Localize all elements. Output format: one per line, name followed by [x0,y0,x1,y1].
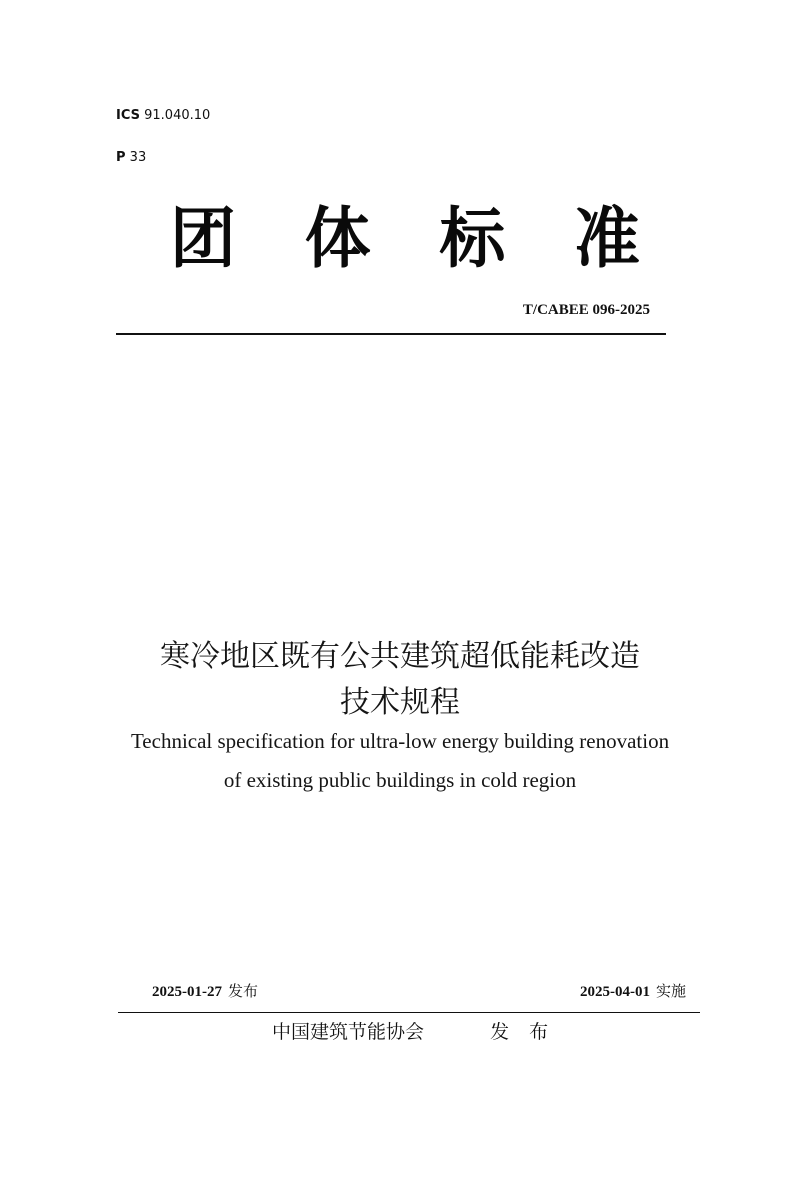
doc-type-char: 团 [170,200,236,277]
implementation-label: 实施 [655,982,686,1000]
classification-label: P [116,150,126,165]
header-divider [116,333,666,335]
publisher-name: 中国建筑节能协会 [272,1021,425,1043]
implementation-date-line [580,980,686,1001]
ics-code: 91.040.10 [144,108,211,123]
issue-date-line [152,980,258,1001]
title-chinese-line-1: 寒冷地区既有公共建筑超低能耗改造 [160,639,640,674]
doc-type-char: 准 [573,200,640,277]
footer-divider [118,1012,700,1013]
ics-code-line [116,108,210,123]
ics-label: ICS [116,108,140,123]
classification-code-line [116,150,146,165]
publish-action: 发布 [490,1021,569,1043]
title-english-line-1: Technical specification for ultra-low energy building renovation [130,729,670,753]
standard-number: T/CABEE 096-2025 [522,302,650,318]
implementation-date: 2025-04-01 [579,984,650,1000]
issue-date: 2025-01-27 [152,984,222,1000]
document-type-heading [170,196,640,282]
doc-type-char: 体 [304,200,371,277]
issue-label: 发布 [228,982,259,1000]
title-chinese-line-2: 技术规程 [340,685,460,720]
classification-code: 33 [129,150,147,165]
publisher-line [272,1018,568,1046]
doc-type-char: 标 [439,200,506,277]
title-english-line-2: of existing public buildings in cold region [223,768,577,792]
